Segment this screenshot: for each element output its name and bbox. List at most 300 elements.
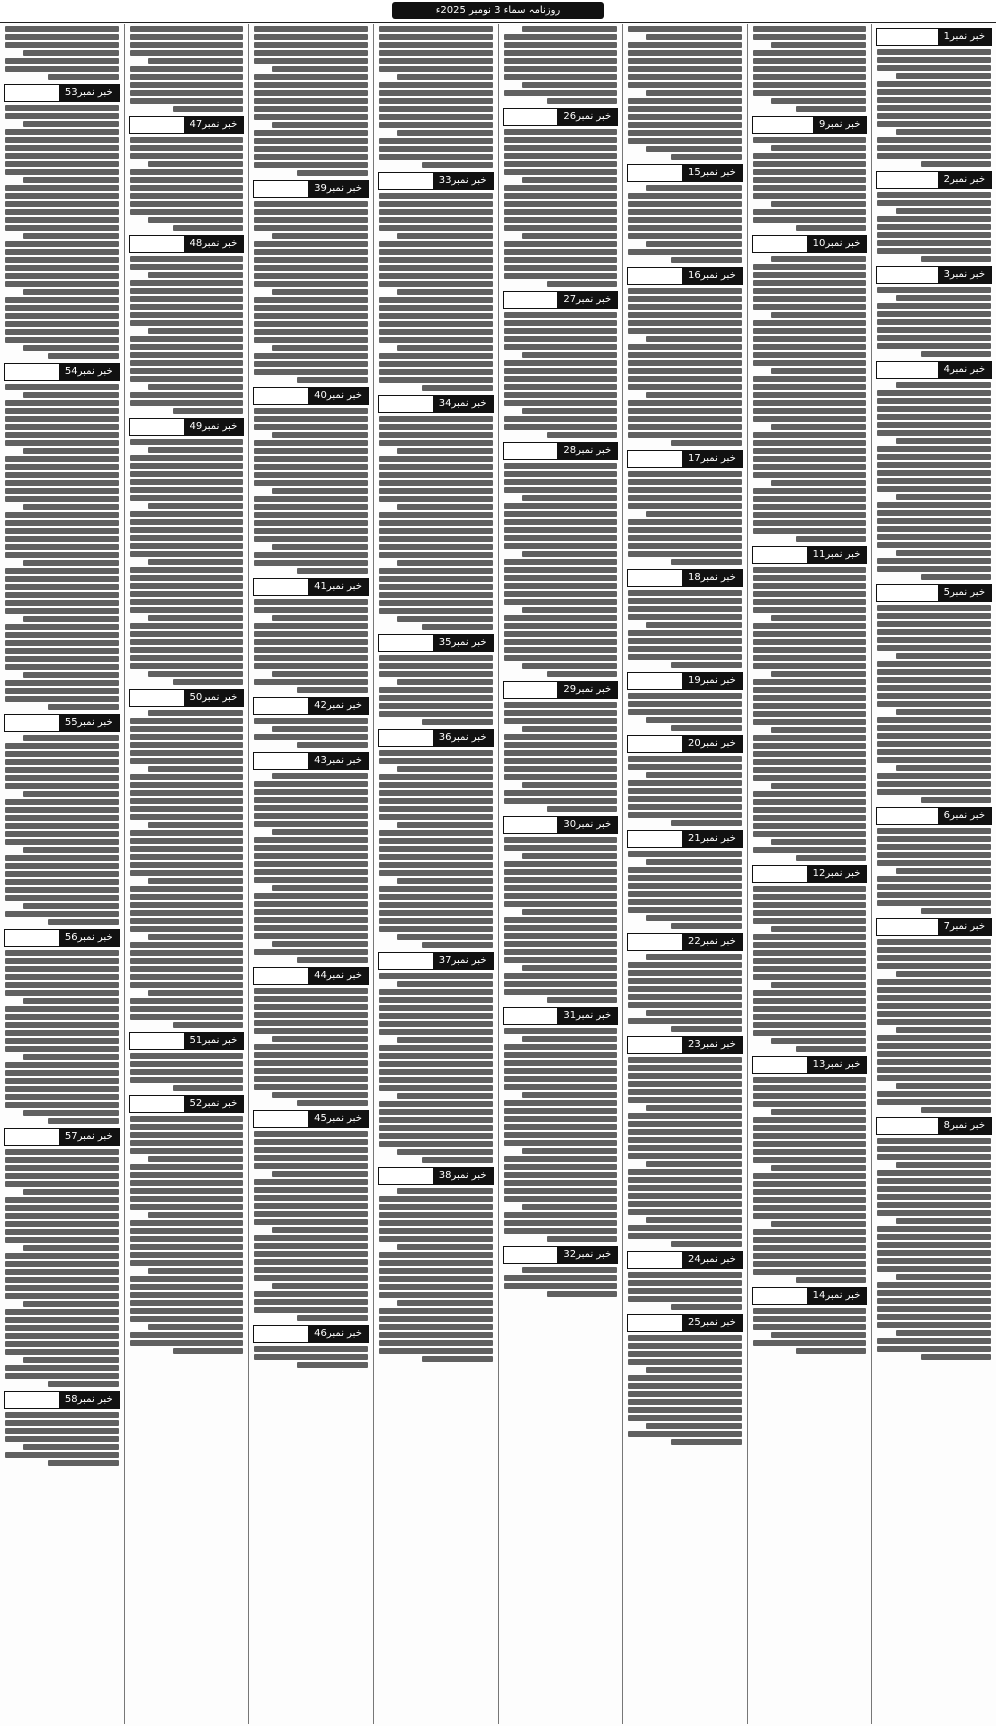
text-line bbox=[23, 177, 118, 183]
text-line bbox=[379, 472, 493, 478]
text-line bbox=[628, 543, 742, 549]
text-line bbox=[877, 757, 991, 763]
text-line bbox=[671, 820, 741, 826]
text-line bbox=[5, 1333, 119, 1339]
text-line bbox=[5, 1213, 119, 1219]
text-line bbox=[254, 369, 368, 375]
text-line bbox=[379, 894, 493, 900]
text-line bbox=[753, 958, 867, 964]
text-line bbox=[130, 1220, 244, 1226]
news-item-header bbox=[503, 1246, 619, 1264]
news-item bbox=[503, 291, 619, 438]
text-line bbox=[130, 1069, 244, 1075]
text-line bbox=[753, 679, 867, 685]
header-rule bbox=[254, 579, 308, 595]
text-line bbox=[504, 336, 618, 342]
text-line bbox=[628, 646, 742, 652]
news-item bbox=[627, 735, 743, 826]
text-line bbox=[628, 693, 742, 699]
text-line bbox=[877, 1346, 991, 1352]
text-line bbox=[5, 1373, 119, 1379]
text-line bbox=[130, 599, 244, 605]
text-line bbox=[254, 98, 368, 104]
news-body-text bbox=[503, 312, 619, 438]
text-line bbox=[753, 456, 867, 462]
text-line bbox=[379, 782, 493, 788]
text-line bbox=[628, 42, 742, 48]
text-line bbox=[753, 575, 867, 581]
text-line bbox=[148, 766, 243, 772]
text-line bbox=[130, 1148, 244, 1154]
header-rule bbox=[379, 1168, 433, 1184]
text-line bbox=[771, 1165, 866, 1171]
text-line bbox=[130, 1077, 244, 1083]
text-line bbox=[5, 105, 119, 111]
text-line bbox=[796, 1348, 866, 1354]
text-line bbox=[753, 528, 867, 534]
text-line bbox=[628, 209, 742, 215]
text-line bbox=[771, 783, 866, 789]
news-item bbox=[752, 1287, 868, 1354]
text-line bbox=[48, 1460, 118, 1466]
text-line bbox=[254, 734, 368, 740]
text-line bbox=[753, 1324, 867, 1330]
text-line bbox=[130, 1061, 244, 1067]
text-line bbox=[130, 774, 244, 780]
text-line bbox=[753, 82, 867, 88]
text-line bbox=[254, 1068, 368, 1074]
text-line bbox=[130, 1340, 244, 1346]
news-item bbox=[129, 116, 245, 231]
text-line bbox=[896, 1274, 991, 1280]
text-line bbox=[646, 1010, 741, 1016]
text-line bbox=[628, 495, 742, 501]
text-line bbox=[753, 1133, 867, 1139]
text-line bbox=[796, 106, 866, 112]
text-line bbox=[254, 679, 368, 685]
text-line bbox=[753, 607, 867, 613]
header-rule bbox=[753, 866, 807, 882]
text-line bbox=[628, 400, 742, 406]
text-line bbox=[5, 632, 119, 638]
text-line bbox=[504, 527, 618, 533]
header-rule bbox=[753, 117, 813, 133]
text-line bbox=[753, 344, 867, 350]
text-line bbox=[5, 161, 119, 167]
header-rule bbox=[504, 817, 558, 833]
news-body-text bbox=[129, 26, 245, 112]
news-item bbox=[627, 1314, 743, 1445]
text-line bbox=[5, 656, 119, 662]
text-line bbox=[753, 320, 867, 326]
text-line bbox=[522, 177, 617, 183]
news-item-number: خبر نمبر21 bbox=[682, 831, 742, 847]
text-line bbox=[753, 26, 867, 32]
text-line bbox=[522, 853, 617, 859]
text-line bbox=[877, 741, 991, 747]
news-body-text bbox=[752, 137, 868, 231]
text-line bbox=[130, 527, 244, 533]
text-line bbox=[379, 1069, 493, 1075]
news-body-text bbox=[752, 256, 868, 542]
text-line bbox=[877, 789, 991, 795]
text-line bbox=[628, 519, 742, 525]
text-line bbox=[272, 829, 367, 835]
text-line bbox=[5, 1014, 119, 1020]
text-line bbox=[5, 1006, 119, 1012]
text-line bbox=[379, 512, 493, 518]
text-line bbox=[504, 941, 618, 947]
text-line bbox=[379, 798, 493, 804]
news-item-header bbox=[752, 1056, 868, 1074]
text-line bbox=[130, 623, 244, 629]
text-line bbox=[397, 233, 492, 239]
text-line bbox=[254, 821, 368, 827]
text-line bbox=[646, 915, 741, 921]
text-line bbox=[877, 1210, 991, 1216]
text-line bbox=[130, 201, 244, 207]
text-line bbox=[379, 321, 493, 327]
text-line bbox=[130, 368, 244, 374]
news-item bbox=[378, 729, 494, 948]
text-line bbox=[504, 647, 618, 653]
text-line bbox=[130, 463, 244, 469]
text-line bbox=[504, 869, 618, 875]
header-rule bbox=[254, 968, 308, 984]
text-line bbox=[771, 98, 866, 104]
news-item-number: خبر نمبر1 bbox=[938, 29, 991, 45]
text-line bbox=[877, 446, 991, 452]
text-line bbox=[504, 583, 618, 589]
news-item-header bbox=[4, 929, 120, 947]
text-line bbox=[877, 749, 991, 755]
text-line bbox=[921, 908, 991, 914]
news-item bbox=[876, 807, 992, 914]
news-item bbox=[627, 164, 743, 263]
text-line bbox=[921, 574, 991, 580]
news-item bbox=[4, 26, 120, 80]
text-line bbox=[148, 710, 243, 716]
text-line bbox=[130, 439, 244, 445]
text-line bbox=[254, 1155, 368, 1161]
text-line bbox=[896, 868, 991, 874]
news-body-text bbox=[503, 1028, 619, 1242]
header-rule bbox=[5, 364, 59, 380]
news-body-text bbox=[378, 655, 494, 725]
text-line bbox=[771, 926, 866, 932]
text-line bbox=[753, 1141, 867, 1147]
text-line bbox=[130, 185, 244, 191]
text-line bbox=[753, 687, 867, 693]
text-line bbox=[130, 1164, 244, 1170]
text-line bbox=[254, 1084, 368, 1090]
text-line bbox=[5, 241, 119, 247]
text-line bbox=[379, 1204, 493, 1210]
text-line bbox=[173, 225, 243, 231]
text-line bbox=[753, 663, 867, 669]
text-line bbox=[877, 303, 991, 309]
news-item-number: خبر نمبر22 bbox=[682, 934, 742, 950]
text-line bbox=[504, 368, 618, 374]
text-line bbox=[254, 90, 368, 96]
text-line bbox=[254, 337, 368, 343]
text-line bbox=[504, 487, 618, 493]
news-item-header bbox=[253, 752, 369, 770]
text-line bbox=[877, 637, 991, 643]
news-body-text bbox=[253, 718, 369, 748]
news-item-header bbox=[752, 235, 868, 253]
text-line bbox=[379, 1133, 493, 1139]
news-item-number: خبر نمبر13 bbox=[807, 1057, 867, 1073]
text-line bbox=[628, 1073, 742, 1079]
text-line bbox=[5, 743, 119, 749]
text-line bbox=[130, 543, 244, 549]
text-line bbox=[753, 942, 867, 948]
text-line bbox=[877, 137, 991, 143]
text-line bbox=[753, 767, 867, 773]
text-line bbox=[254, 1044, 368, 1050]
text-line bbox=[5, 34, 119, 40]
text-line bbox=[877, 1059, 991, 1065]
text-line bbox=[130, 902, 244, 908]
text-line bbox=[130, 1180, 244, 1186]
text-line bbox=[522, 1036, 617, 1042]
news-item bbox=[503, 681, 619, 812]
text-line bbox=[628, 201, 742, 207]
text-line bbox=[628, 1169, 742, 1175]
header-rule bbox=[5, 1392, 59, 1408]
header-rule bbox=[753, 1057, 807, 1073]
text-line bbox=[504, 575, 618, 581]
text-line bbox=[379, 217, 493, 223]
text-line bbox=[504, 1132, 618, 1138]
text-line bbox=[877, 605, 991, 611]
text-line bbox=[504, 877, 618, 883]
text-line bbox=[5, 544, 119, 550]
text-line bbox=[397, 1093, 492, 1099]
text-line bbox=[272, 66, 367, 72]
text-line bbox=[379, 281, 493, 287]
text-line bbox=[504, 376, 618, 382]
text-line bbox=[504, 790, 618, 796]
news-item-header bbox=[752, 546, 868, 564]
text-line bbox=[379, 34, 493, 40]
text-line bbox=[5, 408, 119, 414]
text-line bbox=[379, 886, 493, 892]
text-line bbox=[397, 504, 492, 510]
text-line bbox=[379, 592, 493, 598]
text-line bbox=[379, 154, 493, 160]
text-line bbox=[628, 1359, 742, 1365]
text-line bbox=[5, 456, 119, 462]
text-line bbox=[5, 1038, 119, 1044]
news-item bbox=[627, 26, 743, 160]
text-line bbox=[753, 209, 867, 215]
news-item-header bbox=[378, 395, 494, 413]
text-line bbox=[504, 344, 618, 350]
text-line bbox=[753, 464, 867, 470]
news-item-number: خبر نمبر36 bbox=[433, 730, 493, 746]
text-line bbox=[130, 830, 244, 836]
text-line bbox=[877, 701, 991, 707]
text-line bbox=[896, 208, 991, 214]
news-body-text bbox=[627, 756, 743, 826]
news-item bbox=[752, 26, 868, 112]
text-line bbox=[628, 1201, 742, 1207]
text-line bbox=[130, 575, 244, 581]
text-line bbox=[796, 225, 866, 231]
text-line bbox=[504, 201, 618, 207]
news-body-text bbox=[129, 1116, 245, 1354]
text-line bbox=[628, 804, 742, 810]
text-line bbox=[254, 138, 368, 144]
header-rule bbox=[628, 673, 682, 689]
text-line bbox=[130, 734, 244, 740]
text-line bbox=[5, 1325, 119, 1331]
text-line bbox=[504, 973, 618, 979]
text-line bbox=[130, 256, 244, 262]
text-line bbox=[671, 1241, 741, 1247]
news-item-number: خبر نمبر32 bbox=[557, 1247, 617, 1263]
news-item-header bbox=[627, 1314, 743, 1332]
text-line bbox=[877, 963, 991, 969]
text-line bbox=[379, 1324, 493, 1330]
text-line bbox=[504, 312, 618, 318]
news-item-number: خبر نمبر44 bbox=[308, 968, 368, 984]
text-line bbox=[23, 448, 118, 454]
text-line bbox=[254, 861, 368, 867]
news-item bbox=[253, 578, 369, 693]
text-line bbox=[646, 90, 741, 96]
news-column bbox=[124, 24, 249, 1724]
text-line bbox=[504, 209, 618, 215]
header-rule bbox=[877, 172, 937, 188]
text-line bbox=[130, 982, 244, 988]
text-line bbox=[504, 471, 618, 477]
text-line bbox=[628, 344, 742, 350]
text-line bbox=[628, 98, 742, 104]
text-line bbox=[254, 1354, 368, 1360]
text-line bbox=[753, 448, 867, 454]
text-line bbox=[646, 1105, 741, 1111]
text-line bbox=[379, 870, 493, 876]
text-line bbox=[877, 240, 991, 246]
text-line bbox=[148, 1156, 243, 1162]
text-line bbox=[896, 494, 991, 500]
text-line bbox=[796, 1277, 866, 1283]
text-line bbox=[254, 456, 368, 462]
text-line bbox=[753, 1205, 867, 1211]
text-line bbox=[877, 454, 991, 460]
text-line bbox=[23, 1301, 118, 1307]
text-line bbox=[173, 1022, 243, 1028]
text-line bbox=[504, 591, 618, 597]
text-line bbox=[753, 1269, 867, 1275]
text-line bbox=[379, 26, 493, 32]
text-line bbox=[896, 382, 991, 388]
news-body-text bbox=[876, 828, 992, 914]
text-line bbox=[753, 886, 867, 892]
text-line bbox=[504, 1124, 618, 1130]
news-body-text bbox=[503, 837, 619, 1003]
news-body-text bbox=[752, 1077, 868, 1283]
text-line bbox=[921, 161, 991, 167]
text-line bbox=[254, 1060, 368, 1066]
news-item-number: خبر نمبر3 bbox=[938, 267, 991, 283]
text-line bbox=[5, 440, 119, 446]
news-body-text bbox=[627, 693, 743, 731]
text-line bbox=[130, 455, 244, 461]
text-line bbox=[254, 623, 368, 629]
text-line bbox=[130, 376, 244, 382]
text-line bbox=[130, 1308, 244, 1314]
text-line bbox=[5, 1086, 119, 1092]
news-body-text bbox=[4, 735, 120, 925]
text-line bbox=[877, 844, 991, 850]
text-line bbox=[379, 82, 493, 88]
text-line bbox=[130, 74, 244, 80]
text-line bbox=[23, 1357, 118, 1363]
header-rule bbox=[130, 1033, 184, 1049]
text-line bbox=[753, 591, 867, 597]
text-line bbox=[148, 1324, 243, 1330]
news-body-text bbox=[752, 567, 868, 861]
text-line bbox=[896, 73, 991, 79]
text-line bbox=[379, 1141, 493, 1147]
news-item bbox=[378, 1167, 494, 1362]
news-column bbox=[248, 24, 373, 1724]
text-line bbox=[877, 613, 991, 619]
text-line bbox=[504, 137, 618, 143]
text-line bbox=[130, 1140, 244, 1146]
text-line bbox=[254, 1275, 368, 1281]
text-line bbox=[504, 463, 618, 469]
text-line bbox=[504, 479, 618, 485]
text-line bbox=[877, 1314, 991, 1320]
text-line bbox=[254, 631, 368, 637]
text-line bbox=[628, 320, 742, 326]
text-line bbox=[379, 536, 493, 542]
text-line bbox=[504, 241, 618, 247]
news-item-header bbox=[253, 697, 369, 715]
text-line bbox=[628, 1137, 742, 1143]
text-line bbox=[379, 910, 493, 916]
text-line bbox=[504, 639, 618, 645]
text-line bbox=[148, 559, 243, 565]
text-line bbox=[5, 974, 119, 980]
text-line bbox=[272, 122, 367, 128]
news-item-header bbox=[503, 442, 619, 460]
text-line bbox=[130, 647, 244, 653]
text-line bbox=[877, 669, 991, 675]
text-line bbox=[379, 58, 493, 64]
news-item bbox=[378, 634, 494, 725]
text-line bbox=[753, 416, 867, 422]
news-item-number: خبر نمبر38 bbox=[433, 1168, 493, 1184]
news-item-header bbox=[627, 569, 743, 587]
text-line bbox=[877, 717, 991, 723]
text-line bbox=[771, 615, 866, 621]
text-line bbox=[547, 806, 617, 812]
news-item-number: خبر نمبر56 bbox=[59, 930, 119, 946]
header-rule bbox=[628, 570, 682, 586]
text-line bbox=[771, 312, 866, 318]
text-line bbox=[877, 518, 991, 524]
header-rule bbox=[628, 831, 682, 847]
text-line bbox=[130, 814, 244, 820]
text-line bbox=[5, 329, 119, 335]
text-line bbox=[297, 568, 367, 574]
